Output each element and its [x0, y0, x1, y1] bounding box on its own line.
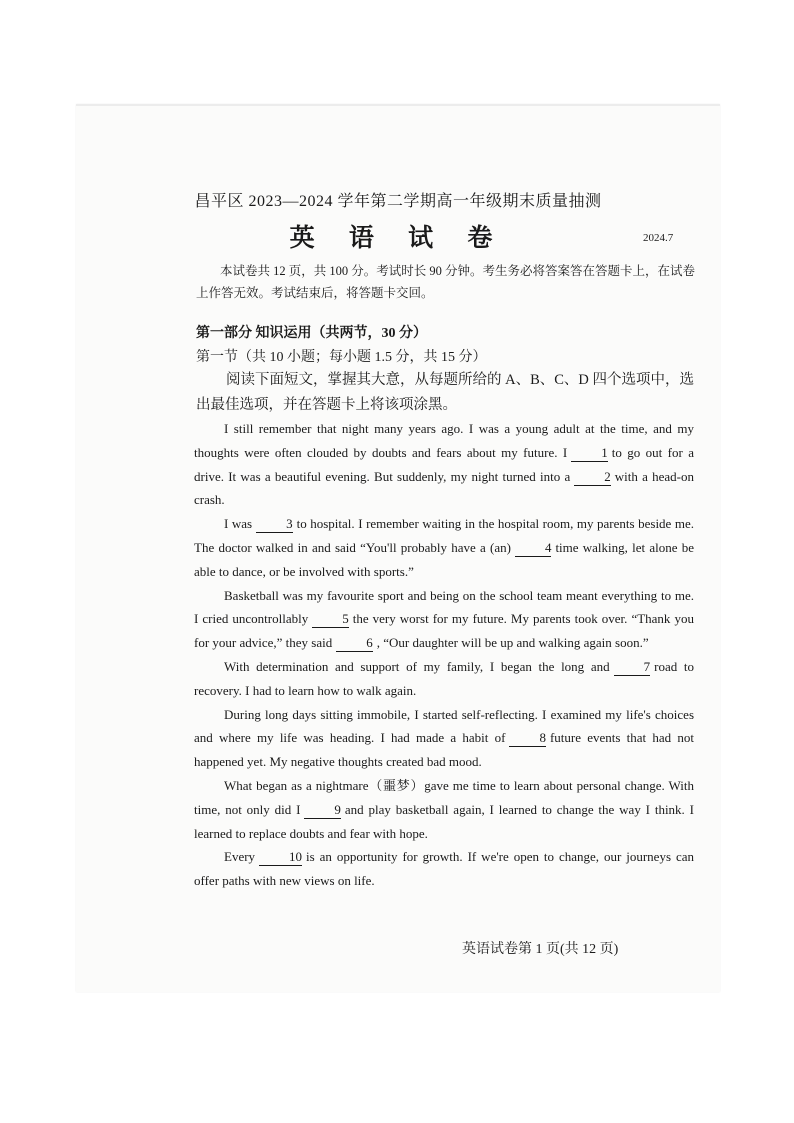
cloze-passage [194, 417, 694, 893]
page-footer: 英语试卷第 1 页(共 12 页) [462, 942, 619, 957]
directions: 阅读下面短文，掌握其大意，从每题所给的 A、B、C、D 四个选项中，选出最佳选项，并在答题卡上将该项涂黑。 [196, 372, 695, 413]
blank-7: 7 [614, 659, 651, 676]
subject-title: 英 语 试 卷 [289, 225, 507, 252]
blank-2: 2 [574, 469, 611, 486]
blank-9: 9 [304, 802, 341, 819]
blank-5: 5 [312, 611, 349, 628]
blank-3: 3 [256, 516, 293, 533]
exam-page [76, 104, 720, 992]
blank-10: 10 [259, 849, 302, 866]
blank-6: 6 [336, 635, 373, 652]
part-heading: 第一部分 知识运用（共两节，30 分） [196, 326, 427, 341]
paragraph: Every 10 is an opportunity for growth. If we're open to change, our journeys can offer paths with new views on life. [194, 849, 694, 889]
blank-8: 8 [509, 730, 546, 747]
paragraph: I was 3 to hospital. I remember waiting in the hospital room, my parents beside me. The doctor walked in and said “You'll probably have a (an) 4 time walking, let alone be able to dance, or be involved with sports.” [194, 516, 694, 579]
section-heading: 第一节（共 10 小题；每小题 1.5 分，共 15 分） [196, 350, 487, 365]
blank-1: 1 [571, 445, 608, 462]
paragraph: During long days sitting immobile, I started self-reflecting. I examined my life's choices and where my life was heading. I had made a habit of 8 future events that had not happened yet. My negative thoughts created bad mood. [194, 706, 694, 770]
blank-4: 4 [515, 540, 552, 557]
exam-notice: 本试卷共 12 页，共 100 分。考试时长 90 分钟。考生务必将答案答在答题卡上，在试卷上作答无效。考试结束后，将答题卡交回。 [196, 264, 696, 300]
paragraph: I still remember that night many years ago. I was a young adult at the time, and my thoughts were often clouded by doubts and fears about my future. I 1 to go out for a drive. It was a beautiful evening. But suddenly, my night turned into a 2 with a head-on crash. [194, 421, 695, 508]
paragraph: Basketball was my favourite sport and being on the school team meant everything to me. I cried uncontrollably 5 the very worst for my future. My parents took over. “Thank you for your advice,” they said 6 , “Our daughter will be up and walking again soon.” [194, 587, 694, 651]
exam-title: 昌平区 2023—2024 学年第二学期高一年级期末质量抽测 [194, 193, 602, 210]
paragraph: With determination and support of my family, I began the long and 7 road to recovery. I had to learn how to walk again. [194, 658, 694, 698]
exam-date: 2024.7 [643, 232, 674, 244]
paragraph: What began as a nightmare（噩梦）gave me time to learn about personal change. With time, not only did I 9 and play basketball again, I learned to change the way I think. I learned to replace doubts and fear with hope. [194, 777, 694, 841]
